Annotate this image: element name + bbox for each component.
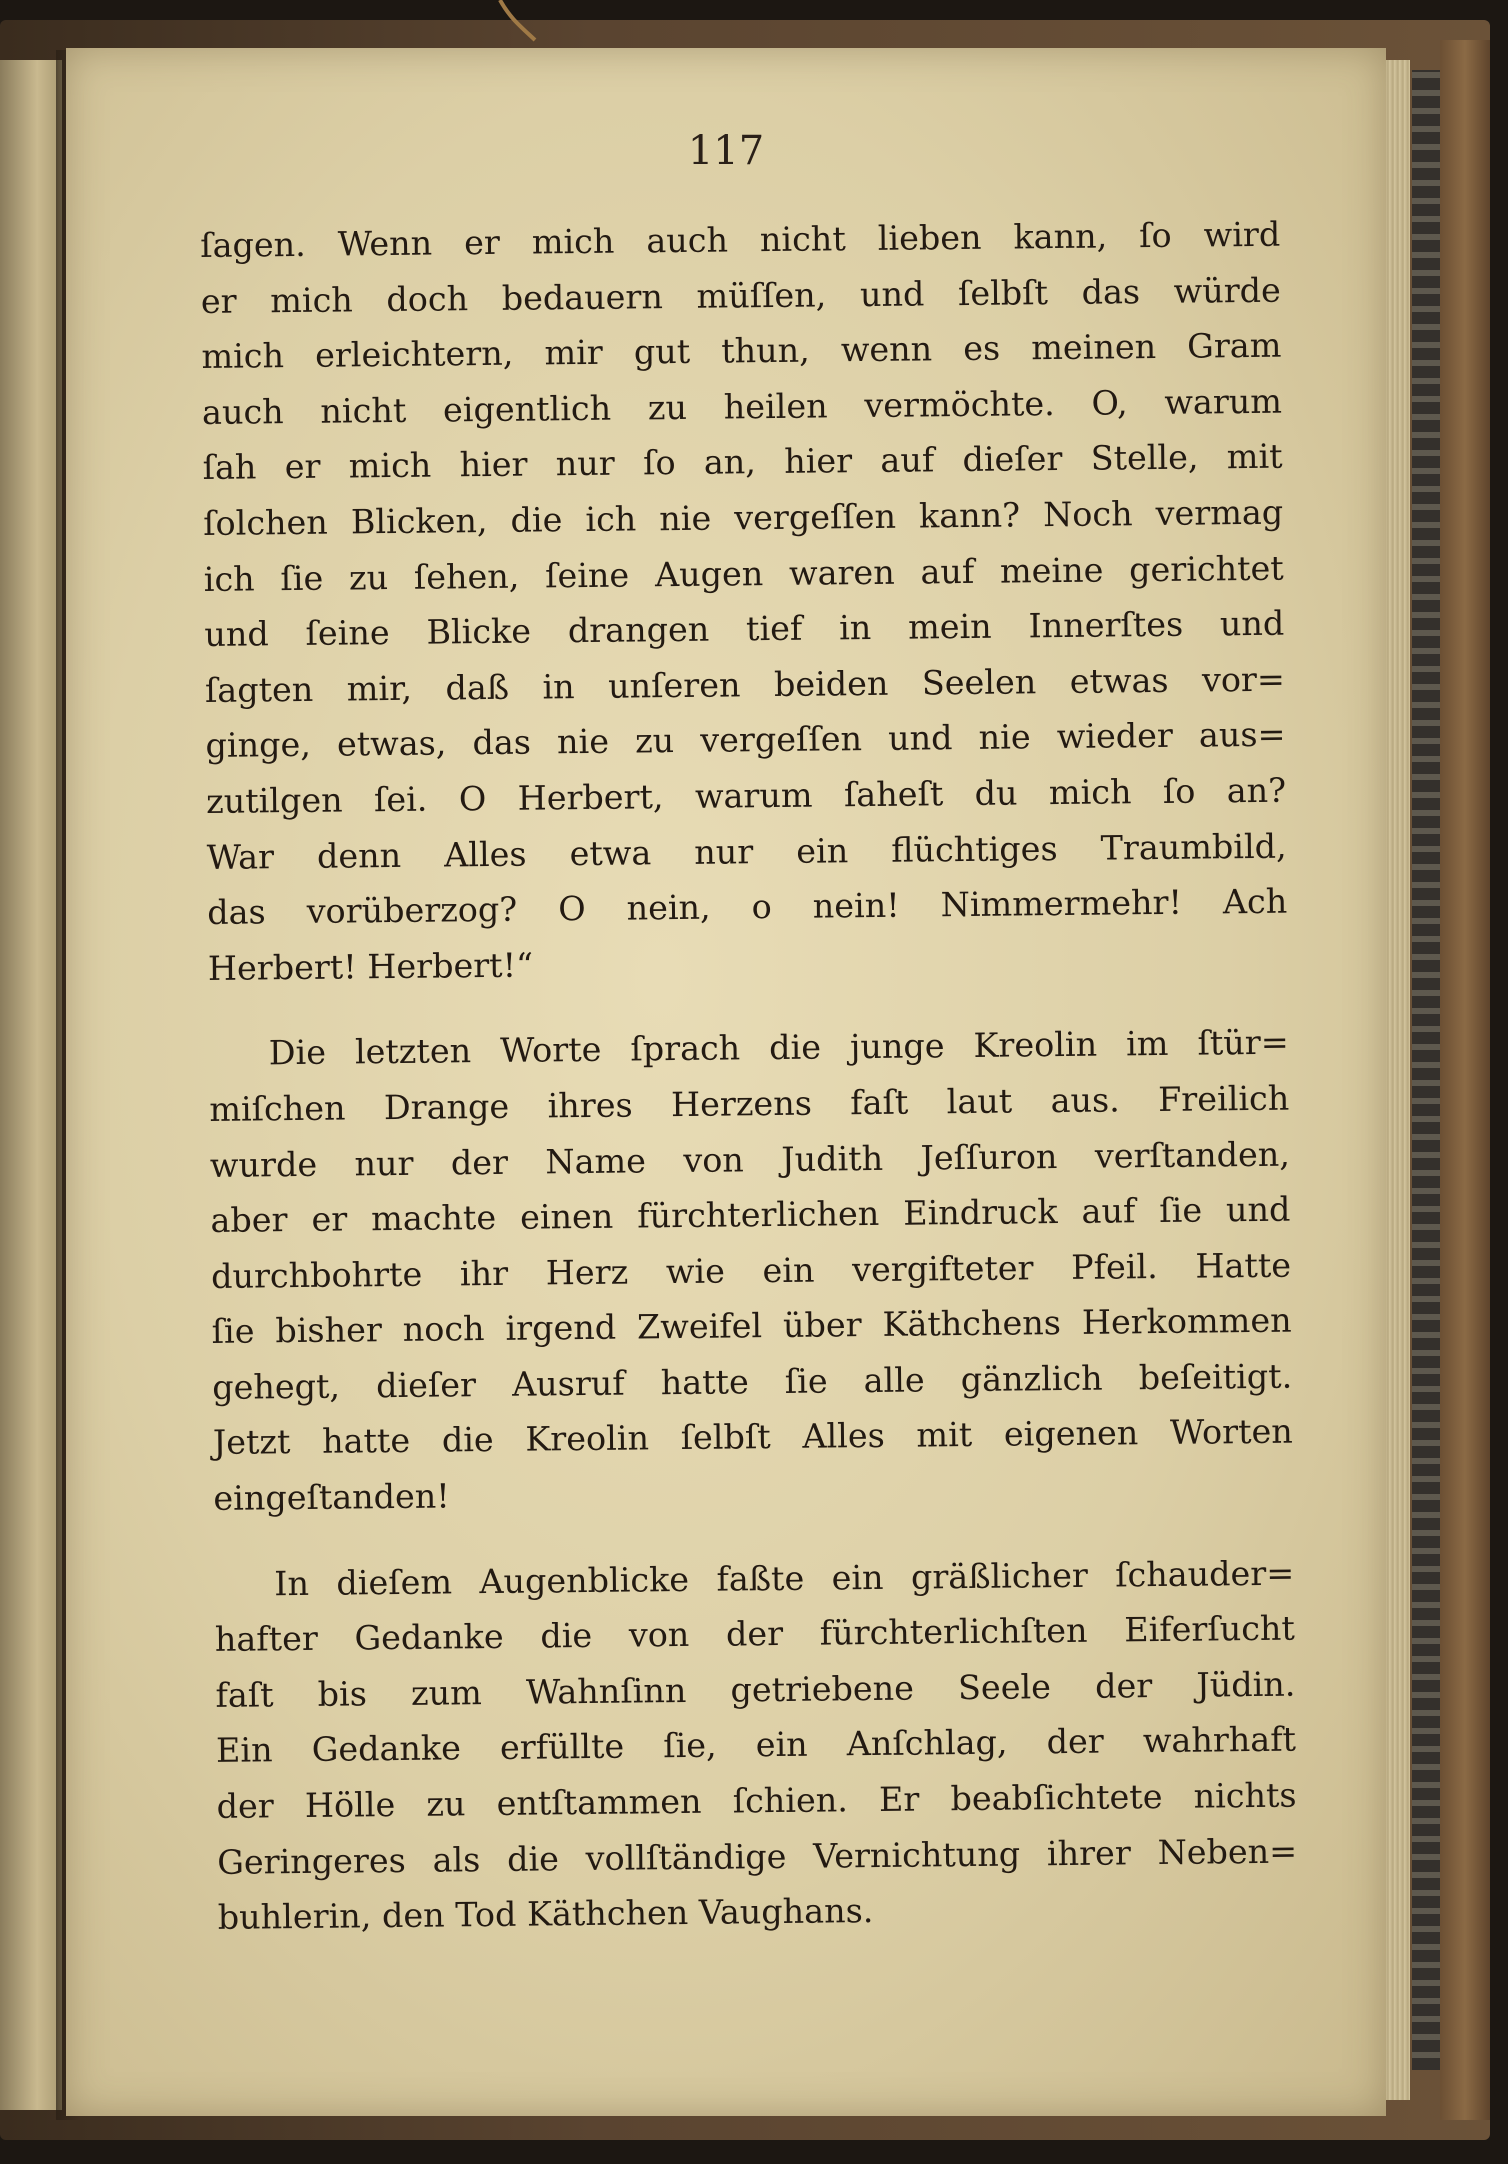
text-line: ſagen. Wenn er mich auch nicht lieben kann, ſo wird bbox=[200, 214, 1281, 265]
text-line: Herbert! Herbert!“ bbox=[207, 945, 534, 988]
text-line: miſchen Drange ihres Herzens faſt laut aus. Freilich bbox=[209, 1078, 1290, 1129]
text-line: aber er machte einen fürchterlichen Eindruck auf ſie und bbox=[210, 1189, 1291, 1241]
cover-right-edge bbox=[1440, 40, 1490, 2120]
bookmark-ribbon-icon bbox=[480, 0, 540, 48]
text-line: Die letzten Worte ſprach die junge Kreolin im ſtür= bbox=[268, 1022, 1289, 1073]
text-line: zutilgen ſei. O Herbert, warum ſaheſt du mich ſo an? bbox=[205, 770, 1287, 821]
book-page bbox=[66, 48, 1386, 2116]
page-number: 117 bbox=[687, 128, 765, 174]
text-line: In dieſem Augenblicke faßte ein gräßlicher ſchauder= bbox=[274, 1553, 1295, 1603]
text-line: er mich doch bedauern müſſen, und ſelbſt das würde bbox=[200, 270, 1282, 321]
text-line: War denn Alles etwa nur ein flüchtiges Traumbild, bbox=[206, 826, 1287, 877]
text-line: Geringeres als die vollſtändige Vernichtung ihrer Neben= bbox=[217, 1831, 1298, 1882]
paragraph bbox=[200, 207, 1288, 997]
text-line: ſolchen Blicken, die ich nie vergeſſen kann? Noch vermag bbox=[202, 492, 1284, 543]
text-line: ſagten mir, daß in unſeren beiden Seelen etwas vor= bbox=[204, 659, 1286, 710]
text-line: gehegt, dieſer Ausruf hatte ſie alle gänzlich beſeitigt. bbox=[212, 1356, 1293, 1407]
left-page-edge bbox=[0, 60, 62, 2110]
text-line: der Hölle zu entſtammen ſchien. Er beabſichtete nichts bbox=[216, 1775, 1297, 1826]
text-line: ich ſie zu ſehen, ſeine Augen waren auf meine gerichtet bbox=[203, 548, 1284, 599]
text-line: Jetzt hatte die Kreolin ſelbſt Alles mit eigenen Worten bbox=[212, 1412, 1293, 1463]
text-line: faſt bis zum Wahnſinn getriebene Seele der Jüdin. bbox=[215, 1664, 1296, 1715]
text-line: eingeſtanden! bbox=[213, 1476, 450, 1518]
cover-spine-band bbox=[1412, 70, 1440, 2070]
paragraph bbox=[208, 1015, 1293, 1527]
text-line: wurde nur der Name von Judith Jeſſuron verſtanden, bbox=[209, 1134, 1291, 1185]
text-line: auch nicht eigentlich zu heilen vermöchte. O, warum bbox=[201, 381, 1283, 432]
text-line: ſie bisher noch irgend Zweifel über Käthchens Herkommen bbox=[211, 1300, 1292, 1352]
text-line: das vorüberzog? O nein, o nein! Nimmermehr! Ach bbox=[207, 881, 1288, 933]
text-line: durchbohrte ihr Herz wie ein vergifteter Pfeil. Hatte bbox=[210, 1245, 1292, 1296]
text-line: und ſeine Blicke drangen tief in mein Innerſtes und bbox=[204, 603, 1285, 655]
paragraph bbox=[214, 1545, 1298, 1945]
text-line: buhlerin, den Tod Käthchen Vaughans. bbox=[217, 1891, 874, 1938]
page-text bbox=[200, 207, 1298, 1946]
text-line: ſah er mich hier nur ſo an, hier auf dieſer Stelle, mit bbox=[202, 437, 1283, 488]
text-line: mich erleichtern, mir gut thun, wenn es meinen Gram bbox=[201, 325, 1282, 377]
text-line: Ein Gedanke erfüllte ſie, ein Anſchlag, der wahrhaft bbox=[215, 1720, 1297, 1771]
text-line: ginge, etwas, das nie zu vergeſſen und nie wieder aus= bbox=[205, 715, 1286, 766]
text-line: hafter Gedanke die von der fürchterlichſten Eiferſucht bbox=[214, 1608, 1296, 1660]
